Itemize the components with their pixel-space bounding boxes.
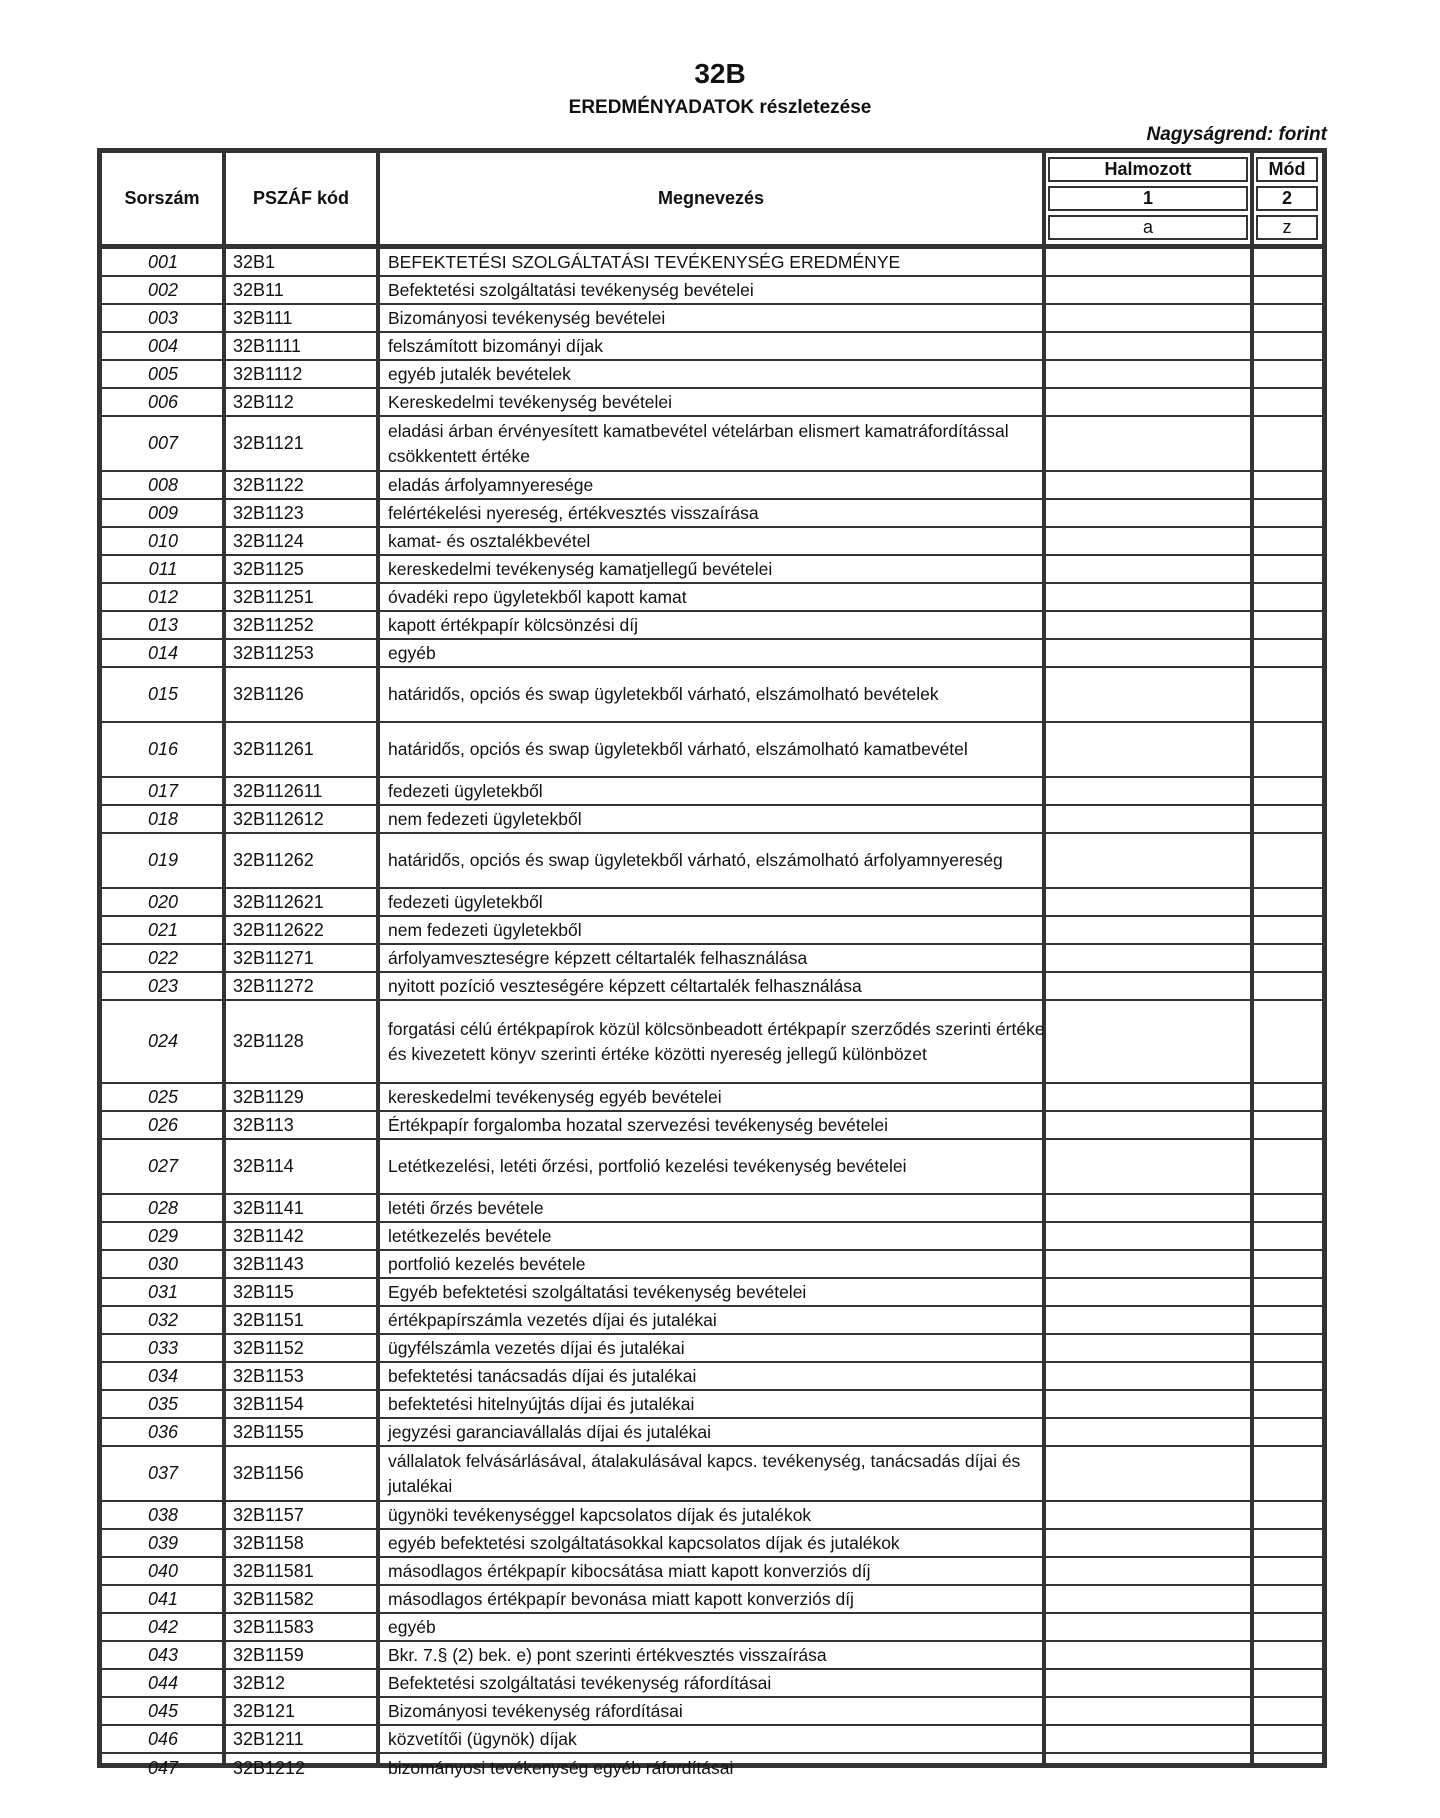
row-halmozott-value[interactable] <box>1052 1614 1258 1640</box>
row-megnevezes: Bkr. 7.§ (2) bek. e) pont szerinti értékvesztés visszaírása <box>388 1644 827 1665</box>
row-sorszam: 016 <box>147 739 179 759</box>
header-mod-num: 2 <box>1256 186 1318 211</box>
row-halmozott-value[interactable] <box>1052 1279 1258 1305</box>
row-mod-value[interactable] <box>1262 1754 1322 1782</box>
form-subtitle: EREDMÉNYADATOK részletezése <box>568 97 872 118</box>
row-megnevezes: Bizományosi tevékenység ráfordításai <box>388 1700 683 1721</box>
row-pszaf-kod: 32B1143 <box>233 1253 304 1274</box>
row-halmozott-value[interactable] <box>1052 528 1258 554</box>
row-megnevezes: Bizományosi tevékenység bevételei <box>388 307 666 328</box>
row-pszaf-kod: 32B115 <box>233 1281 294 1302</box>
row-megnevezes: másodlagos értékpapír kibocsátása miatt kapott konverziós díj <box>388 1560 871 1581</box>
row-mod-value[interactable] <box>1262 528 1322 554</box>
row-sorszam: 015 <box>147 684 179 704</box>
row-mod-value[interactable] <box>1262 612 1322 638</box>
table-row <box>102 1502 1322 1530</box>
row-megnevezes: Kereskedelmi tevékenység bevételei <box>388 391 673 412</box>
row-megnevezes: ügyfélszámla vezetés díjai és jutalékai <box>388 1337 685 1358</box>
row-sorszam: 030 <box>147 1253 179 1274</box>
table-row <box>102 1140 1322 1195</box>
row-halmozott-value[interactable] <box>1052 1530 1258 1556</box>
row-pszaf-kod: 32B1212 <box>233 1757 306 1778</box>
row-megnevezes: eladás árfolyamnyeresége <box>388 474 594 495</box>
row-megnevezes: letétkezelés bevétele <box>388 1225 552 1246</box>
row-sorszam: 032 <box>147 1309 179 1330</box>
row-halmozott-value[interactable] <box>1052 668 1258 721</box>
row-pszaf-kod: 32B1154 <box>233 1393 304 1414</box>
row-mod-value[interactable] <box>1262 1447 1322 1500</box>
row-halmozott-value[interactable] <box>1052 305 1258 331</box>
row-halmozott-value[interactable] <box>1052 1586 1258 1612</box>
row-megnevezes: határidős, opciós és swap ügyletekből várható, elszámolható kamatbevétel <box>388 739 968 759</box>
row-megnevezes: befektetési tanácsadás díjai és jutalékai <box>388 1365 697 1386</box>
row-pszaf-kod: 32B112 <box>233 391 294 412</box>
row-megnevezes: kereskedelmi tevékenység kamatjellegű bevételei <box>388 558 773 579</box>
row-megnevezes: Értékpapír forgalomba hozatal szervezési tevékenység bevételei <box>388 1114 888 1135</box>
row-halmozott-value[interactable] <box>1052 417 1258 470</box>
table-row <box>102 917 1322 945</box>
row-halmozott-value[interactable] <box>1052 1251 1258 1277</box>
row-megnevezes: ügynöki tevékenységgel kapcsolatos díjak és jutalékok <box>388 1504 812 1525</box>
row-sorszam: 025 <box>147 1086 179 1107</box>
row-mod-value[interactable] <box>1262 1363 1322 1389</box>
unit-note: Nagyságrend: forint <box>1146 124 1327 145</box>
row-sorszam: 005 <box>147 363 179 384</box>
table-row <box>102 333 1322 361</box>
table-row <box>102 945 1322 973</box>
row-mod-value[interactable] <box>1262 1001 1322 1082</box>
row-megnevezes: Letétkezelési, letéti őrzési, portfolió kezelési tevékenység bevételei <box>388 1156 907 1176</box>
row-sorszam: 043 <box>147 1644 179 1665</box>
row-mod-value[interactable] <box>1262 1195 1322 1221</box>
table-row <box>102 1642 1322 1670</box>
table-row <box>102 1279 1322 1307</box>
table-row <box>102 528 1322 556</box>
row-pszaf-kod: 32B111 <box>233 307 293 328</box>
row-mod-value[interactable] <box>1262 1251 1322 1277</box>
row-halmozott-value[interactable] <box>1052 1670 1258 1696</box>
row-sorszam: 028 <box>147 1197 179 1218</box>
row-megnevezes: fedezeti ügyletekből <box>388 780 543 801</box>
row-halmozott-value[interactable] <box>1052 389 1258 415</box>
row-megnevezes: egyéb befektetési szolgáltatásokkal kapcsolatos díjak és jutalékok <box>388 1532 900 1553</box>
row-sorszam: 042 <box>147 1616 179 1637</box>
row-mod-value[interactable] <box>1262 277 1322 303</box>
row-mod-value[interactable] <box>1262 472 1322 498</box>
row-pszaf-kod: 32B113 <box>233 1114 294 1135</box>
table-row <box>102 1419 1322 1447</box>
row-sorszam: 045 <box>147 1700 179 1721</box>
table-row <box>102 1754 1322 1782</box>
row-pszaf-kod: 32B11272 <box>233 975 314 996</box>
row-mod-value[interactable] <box>1262 1307 1322 1333</box>
row-pszaf-kod: 32B1158 <box>233 1532 304 1553</box>
row-sorszam: 038 <box>147 1504 179 1525</box>
row-mod-value[interactable] <box>1262 249 1322 275</box>
row-halmozott-value[interactable] <box>1052 834 1258 887</box>
row-halmozott-value[interactable] <box>1052 1195 1258 1221</box>
row-pszaf-kod: 32B11253 <box>233 642 314 663</box>
row-megnevezes: határidős, opciós és swap ügyletekből várható, elszámolható árfolyamnyereség <box>388 850 1003 870</box>
row-sorszam: 008 <box>147 474 179 495</box>
row-sorszam: 019 <box>147 850 179 870</box>
row-halmozott-value[interactable] <box>1052 973 1258 999</box>
row-halmozott-value[interactable] <box>1052 640 1258 666</box>
row-mod-value[interactable] <box>1262 1223 1322 1249</box>
row-mod-value[interactable] <box>1262 1530 1322 1556</box>
row-pszaf-kod: 32B1112 <box>233 363 303 384</box>
table-row <box>102 556 1322 584</box>
row-sorszam: 011 <box>148 558 178 579</box>
row-halmozott-value[interactable] <box>1052 556 1258 582</box>
header-pszaf-kod: PSZÁF kód <box>252 188 349 208</box>
row-pszaf-kod: 32B11251 <box>233 586 314 607</box>
row-mod-value[interactable] <box>1262 1279 1322 1305</box>
form-code-title: 32B <box>694 58 746 89</box>
row-pszaf-kod: 32B1155 <box>233 1421 304 1442</box>
row-megnevezes: árfolyamveszteségre képzett céltartalék felhasználása <box>388 947 808 968</box>
row-megnevezes: kapott értékpapír kölcsönzési díj <box>388 614 638 635</box>
table-row <box>102 389 1322 417</box>
row-megnevezes: értékpapírszámla vezetés díjai és jutalékai <box>388 1309 717 1330</box>
row-halmozott-value[interactable] <box>1052 1754 1258 1782</box>
row-megnevezes: felértékelési nyereség, értékvesztés visszaírása <box>388 502 759 523</box>
row-halmozott-value[interactable] <box>1052 500 1258 526</box>
row-halmozott-value[interactable] <box>1052 1391 1258 1417</box>
row-halmozott-value[interactable] <box>1052 1502 1258 1528</box>
row-megnevezes: befektetési hitelnyújtás díjai és jutalékai <box>388 1393 695 1414</box>
table-row <box>102 1251 1322 1279</box>
row-halmozott-value[interactable] <box>1052 1140 1258 1193</box>
row-megnevezes: fedezeti ügyletekből <box>388 891 543 912</box>
row-sorszam: 034 <box>147 1365 179 1386</box>
row-megnevezes: nem fedezeti ügyletekből <box>388 919 582 940</box>
row-megnevezes: portfolió kezelés bevétele <box>388 1253 586 1274</box>
table-row <box>102 1307 1322 1335</box>
header-halmozott: Halmozott <box>1048 157 1248 182</box>
row-megnevezes: felszámított bizományi díjak <box>388 335 603 356</box>
row-mod-value[interactable] <box>1262 668 1322 721</box>
row-sorszam: 002 <box>147 279 179 300</box>
row-sorszam: 036 <box>147 1421 179 1442</box>
row-mod-value[interactable] <box>1262 1140 1322 1193</box>
row-pszaf-kod: 32B1124 <box>233 530 304 551</box>
row-sorszam: 044 <box>147 1672 179 1693</box>
row-halmozott-value[interactable] <box>1052 472 1258 498</box>
row-pszaf-kod: 32B1128 <box>233 1031 304 1051</box>
row-pszaf-kod: 32B1122 <box>233 474 304 495</box>
table-row <box>102 1698 1322 1726</box>
row-mod-value[interactable] <box>1262 1502 1322 1528</box>
row-mod-value[interactable] <box>1262 806 1322 832</box>
row-pszaf-kod: 32B1121 <box>233 433 304 453</box>
row-megnevezes: Befektetési szolgáltatási tevékenység bevételei <box>388 279 754 300</box>
row-mod-value[interactable] <box>1262 889 1322 915</box>
table-row <box>102 472 1322 500</box>
table-row <box>102 1195 1322 1223</box>
row-mod-value[interactable] <box>1262 305 1322 331</box>
row-sorszam: 026 <box>147 1114 179 1135</box>
row-pszaf-kod: 32B11271 <box>233 947 314 968</box>
row-mod-value[interactable] <box>1262 917 1322 943</box>
row-megnevezes: másodlagos értékpapír bevonása miatt kapott konverziós díj <box>388 1588 854 1609</box>
row-sorszam: 018 <box>147 808 179 829</box>
row-pszaf-kod: 32B1151 <box>233 1309 304 1330</box>
row-halmozott-value[interactable] <box>1052 1335 1258 1361</box>
row-megnevezes: letéti őrzés bevétele <box>388 1197 544 1218</box>
row-megnevezes: nyitott pozíció veszteségére képzett céltartalék felhasználása <box>388 975 862 996</box>
row-mod-value[interactable] <box>1262 333 1322 359</box>
row-mod-value[interactable] <box>1262 973 1322 999</box>
row-sorszam: 014 <box>147 642 179 663</box>
row-pszaf-kod: 32B1157 <box>233 1504 304 1525</box>
row-megnevezes: kereskedelmi tevékenység egyéb bevételei <box>388 1086 722 1107</box>
row-mod-value[interactable] <box>1262 389 1322 415</box>
table-row <box>102 361 1322 389</box>
table-row <box>102 1391 1322 1419</box>
row-mod-value[interactable] <box>1262 1112 1322 1138</box>
row-megnevezes: BEFEKTETÉSI SZOLGÁLTATÁSI TEVÉKENYSÉG EREDMÉNYE <box>388 251 901 272</box>
table-row <box>102 640 1322 668</box>
row-mod-value[interactable] <box>1262 1642 1322 1668</box>
table-row <box>102 1726 1322 1754</box>
row-sorszam: 031 <box>147 1281 179 1302</box>
row-sorszam: 035 <box>147 1393 179 1414</box>
row-sorszam: 006 <box>147 391 179 412</box>
row-pszaf-kod: 32B12 <box>233 1672 286 1693</box>
row-megnevezes: Egyéb befektetési szolgáltatási tevékenység bevételei <box>388 1281 807 1302</box>
row-sorszam: 024 <box>147 1031 179 1051</box>
row-halmozott-value[interactable] <box>1052 1363 1258 1389</box>
row-pszaf-kod: 32B1142 <box>233 1225 304 1246</box>
row-pszaf-kod: 32B1141 <box>233 1197 304 1218</box>
row-mod-value[interactable] <box>1262 1391 1322 1417</box>
table-row <box>102 723 1322 778</box>
row-halmozott-value[interactable] <box>1052 1001 1258 1082</box>
row-pszaf-kod: 32B114 <box>233 1156 294 1176</box>
row-halmozott-value[interactable] <box>1052 277 1258 303</box>
row-pszaf-kod: 32B11262 <box>233 850 314 870</box>
row-sorszam: 004 <box>147 335 179 356</box>
row-mod-value[interactable] <box>1262 584 1322 610</box>
row-halmozott-value[interactable] <box>1052 1223 1258 1249</box>
table-row <box>102 277 1322 305</box>
row-pszaf-kod: 32B1123 <box>233 502 304 523</box>
row-pszaf-kod: 32B1152 <box>233 1337 304 1358</box>
row-halmozott-value[interactable] <box>1052 333 1258 359</box>
row-mod-value[interactable] <box>1262 417 1322 470</box>
row-pszaf-kod: 32B11582 <box>233 1588 314 1609</box>
row-megnevezes: határidős, opciós és swap ügyletekből várható, elszámolható bevételek <box>388 684 939 704</box>
table-row <box>102 1084 1322 1112</box>
row-pszaf-kod: 32B1211 <box>233 1728 304 1749</box>
row-mod-value[interactable] <box>1262 834 1322 887</box>
row-sorszam: 010 <box>147 530 179 551</box>
table-row <box>102 1614 1322 1642</box>
table-row <box>102 668 1322 723</box>
row-halmozott-value[interactable] <box>1052 945 1258 971</box>
row-pszaf-kod: 32B11583 <box>233 1616 314 1637</box>
table-row <box>102 417 1322 472</box>
row-sorszam: 046 <box>147 1728 179 1749</box>
row-halmozott-value[interactable] <box>1052 1419 1258 1445</box>
row-mod-value[interactable] <box>1262 1698 1322 1724</box>
row-pszaf-kod: 32B11 <box>233 279 284 300</box>
row-sorszam: 027 <box>147 1156 179 1176</box>
table-row <box>102 1001 1322 1084</box>
table-row <box>102 1670 1322 1698</box>
row-mod-value[interactable] <box>1262 945 1322 971</box>
row-pszaf-kod: 32B1159 <box>233 1644 304 1665</box>
row-pszaf-kod: 32B112621 <box>233 891 324 912</box>
row-sorszam: 020 <box>147 891 179 912</box>
row-megnevezes: jegyzési garanciavállalás díjai és jutalékai <box>388 1421 711 1442</box>
row-megnevezes: közvetítői (ügynök) díjak <box>388 1728 577 1749</box>
row-megnevezes: egyéb <box>388 1616 436 1637</box>
row-sorszam: 033 <box>147 1337 179 1358</box>
table-row <box>102 1558 1322 1586</box>
row-pszaf-kod: 32B1111 <box>233 335 302 356</box>
header-mod: Mód <box>1256 157 1318 182</box>
row-sorszam: 047 <box>147 1757 179 1778</box>
row-pszaf-kod: 32B112622 <box>233 919 324 940</box>
table-row <box>102 500 1322 528</box>
row-halmozott-value[interactable] <box>1052 1558 1258 1584</box>
row-sorszam: 012 <box>147 586 179 607</box>
table-row <box>102 305 1322 333</box>
row-mod-value[interactable] <box>1262 556 1322 582</box>
table-row <box>102 1223 1322 1251</box>
table-row <box>102 249 1322 277</box>
row-megnevezes: kamat- és osztalékbevétel <box>388 530 591 551</box>
table-row <box>102 889 1322 917</box>
row-pszaf-kod: 32B1125 <box>233 558 304 579</box>
header-halmozott-num: 1 <box>1048 186 1248 211</box>
row-pszaf-kod: 32B1 <box>233 251 276 272</box>
row-pszaf-kod: 32B11581 <box>233 1560 314 1581</box>
row-mod-value[interactable] <box>1262 1726 1322 1752</box>
row-megnevezes: óvadéki repo ügyletekből kapott kamat <box>388 586 687 607</box>
table-row <box>102 1586 1322 1614</box>
row-halmozott-value[interactable] <box>1052 361 1258 387</box>
row-sorszam: 039 <box>147 1532 179 1553</box>
row-megnevezes: forgatási célú értékpapírok közül kölcsönbeadott értékpapír szerződés szerinti értéke és kivezetett könyv szerinti értéke közötti nyereség jellegű különbözet <box>388 1018 1045 1064</box>
row-sorszam: 003 <box>147 307 179 328</box>
row-halmozott-value[interactable] <box>1052 1642 1258 1668</box>
row-mod-value[interactable] <box>1262 1558 1322 1584</box>
row-halmozott-value[interactable] <box>1052 612 1258 638</box>
table-row <box>102 1447 1322 1502</box>
row-halmozott-value[interactable] <box>1052 584 1258 610</box>
row-mod-value[interactable] <box>1262 500 1322 526</box>
row-megnevezes: nem fedezeti ügyletekből <box>388 808 582 829</box>
table-row <box>102 1363 1322 1391</box>
row-halmozott-value[interactable] <box>1052 723 1258 776</box>
row-halmozott-value[interactable] <box>1052 889 1258 915</box>
row-halmozott-value[interactable] <box>1052 249 1258 275</box>
results-table <box>97 148 1327 1778</box>
row-mod-value[interactable] <box>1262 723 1322 776</box>
row-pszaf-kod: 32B1153 <box>233 1365 304 1386</box>
row-pszaf-kod: 32B112611 <box>233 780 323 801</box>
row-pszaf-kod: 32B1156 <box>233 1463 304 1483</box>
row-mod-value[interactable] <box>1262 1614 1322 1640</box>
header-megnevezes: Megnevezés <box>657 188 765 208</box>
table-row <box>102 612 1322 640</box>
row-sorszam: 013 <box>147 614 179 635</box>
row-mod-value[interactable] <box>1262 778 1322 804</box>
table-row <box>102 806 1322 834</box>
row-halmozott-value[interactable] <box>1052 806 1258 832</box>
row-halmozott-value[interactable] <box>1052 1307 1258 1333</box>
row-sorszam: 017 <box>147 780 179 801</box>
header-mod-type: z <box>1256 215 1318 240</box>
row-pszaf-kod: 32B11252 <box>233 614 314 635</box>
row-halmozott-value[interactable] <box>1052 778 1258 804</box>
row-sorszam: 001 <box>147 251 179 272</box>
header-sorszam: Sorszám <box>124 188 200 208</box>
row-sorszam: 021 <box>147 919 179 940</box>
row-mod-value[interactable] <box>1262 361 1322 387</box>
row-megnevezes: eladási árban érvényesített kamatbevétel vételárban elismert kamatráfordítással csökkentett értéke <box>388 420 1009 466</box>
row-megnevezes: bizományosi tevékenység egyéb ráfordításai <box>388 1757 734 1778</box>
row-sorszam: 009 <box>147 502 179 523</box>
row-mod-value[interactable] <box>1262 1670 1322 1696</box>
row-megnevezes: egyéb jutalék bevételek <box>388 363 571 384</box>
row-pszaf-kod: 32B121 <box>233 1700 296 1721</box>
row-sorszam: 029 <box>147 1225 179 1246</box>
row-pszaf-kod: 32B11261 <box>233 739 314 759</box>
header-halmozott-type: a <box>1048 215 1248 240</box>
row-mod-value[interactable] <box>1262 1586 1322 1612</box>
table-row <box>102 1530 1322 1558</box>
row-sorszam: 041 <box>147 1588 179 1609</box>
row-sorszam: 022 <box>147 947 179 968</box>
row-sorszam: 023 <box>147 975 179 996</box>
table-row <box>102 778 1322 806</box>
row-mod-value[interactable] <box>1262 640 1322 666</box>
row-sorszam: 040 <box>147 1560 179 1581</box>
table-row <box>102 834 1322 889</box>
row-halmozott-value[interactable] <box>1052 1726 1258 1752</box>
row-pszaf-kod: 32B112612 <box>233 808 324 829</box>
row-megnevezes: vállalatok felvásárlásával, átalakulásával kapcs. tevékenység, tanácsadás díjai és jutalékai <box>388 1450 1021 1496</box>
row-halmozott-value[interactable] <box>1052 1112 1258 1138</box>
row-sorszam: 007 <box>147 433 179 453</box>
table-row <box>102 584 1322 612</box>
row-halmozott-value[interactable] <box>1052 1698 1258 1724</box>
table-row <box>102 1112 1322 1140</box>
row-megnevezes: Befektetési szolgáltatási tevékenység ráfordításai <box>388 1672 772 1693</box>
row-sorszam: 037 <box>147 1463 179 1483</box>
row-mod-value[interactable] <box>1262 1084 1322 1110</box>
row-pszaf-kod: 32B1126 <box>233 684 304 704</box>
table-row <box>102 1335 1322 1363</box>
row-halmozott-value[interactable] <box>1052 1447 1258 1500</box>
row-pszaf-kod: 32B1129 <box>233 1086 304 1107</box>
row-halmozott-value[interactable] <box>1052 1084 1258 1110</box>
row-mod-value[interactable] <box>1262 1419 1322 1445</box>
row-mod-value[interactable] <box>1262 1335 1322 1361</box>
row-halmozott-value[interactable] <box>1052 917 1258 943</box>
table-body <box>102 249 1322 1782</box>
table-row <box>102 973 1322 1001</box>
row-megnevezes: egyéb <box>388 642 436 663</box>
